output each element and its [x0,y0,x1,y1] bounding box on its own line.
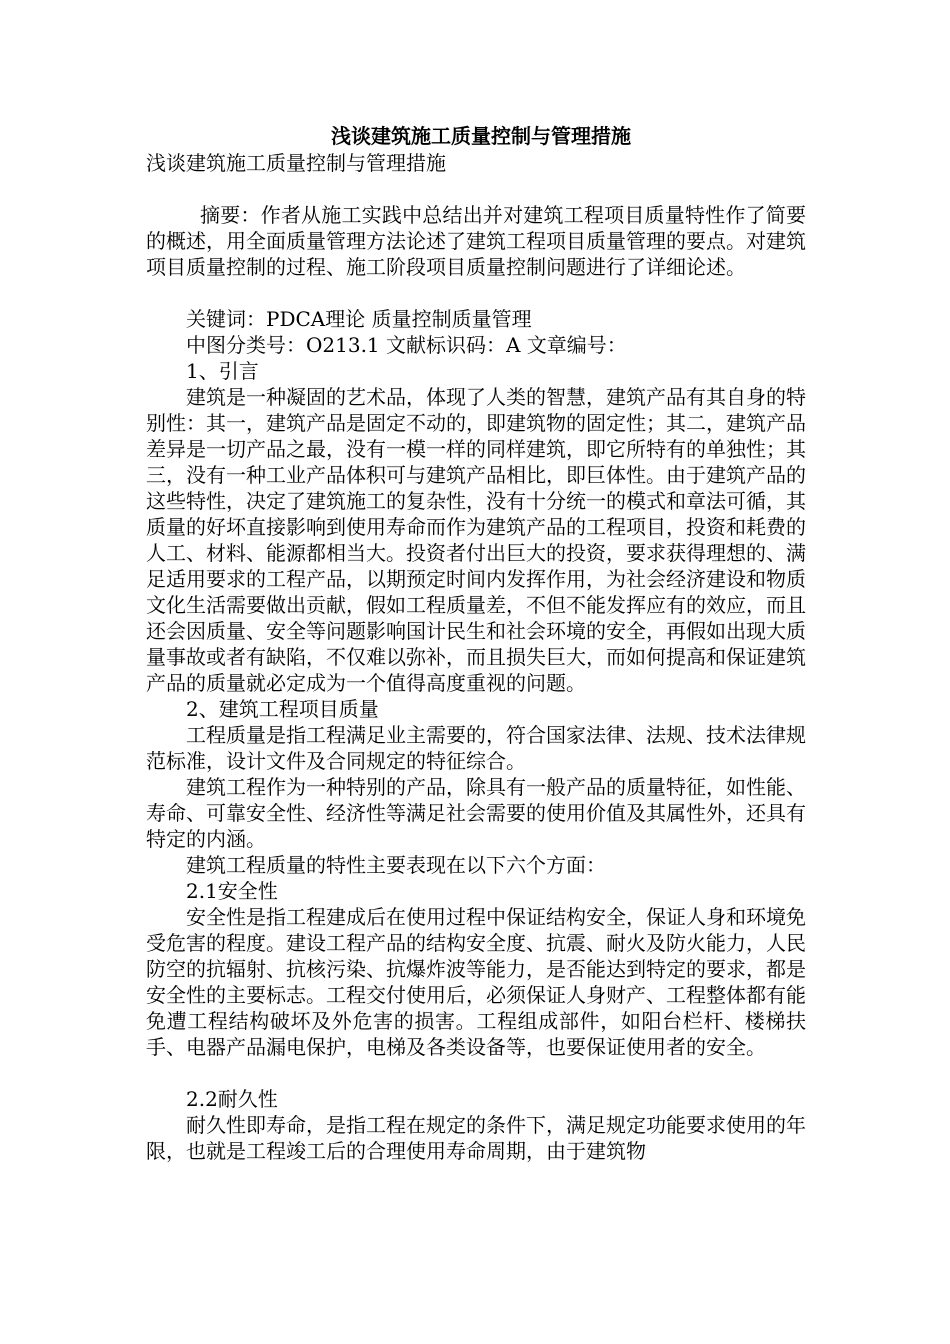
body-paragraph: 建筑是一种凝固的艺术品，体现了人类的智慧，建筑产品有其自身的特别性：其一，建筑产品是固定不动的，即建筑物的固定性；其二，建筑产品差异是一切产品之最，没有一模一样的同样建筑，即它所特有的单独性；其三，没有一种工业产品体积可与建筑产品相比，即巨体性。由于建筑产品的这些特性，决定了建筑施工的复杂性，没有十分统一的模式和章法可循，其质量的好坏直接影响到使用寿命而作为建筑产品的工程项目，投资和耗费的人工、材料、能源都相当大。投资者付出巨大的投资，要求获得理想的、满足适用要求的工程产品，以期预定时间内发挥作用，为社会经济建设和物质文化生活需要做出贡献，假如工程质量差，不但不能发挥应有的效应，而且还会因质量、安全等问题影响国计民生和社会环境的安全，再假如出现大质量事故或者有缺陷，不仅难以弥补，而且损失巨大，而如何提高和保证建筑产品的质量就必定成为一个值得高度重视的问题。 [146,385,806,695]
body-paragraph: 建筑工程作为一种特别的产品，除具有一般产品的质量特征，如性能、寿命、可靠安全性、经济性等满足社会需要的使用价值及其属性外，还具有特定的内涵。 [146,775,806,851]
document-subtitle: 浅谈建筑施工质量控制与管理措施 [146,151,446,175]
classification-line: 中图分类号：O213.1 文献标识码：A 文章编号： [186,333,627,357]
body-paragraph: 耐久性即寿命，是指工程在规定的条件下，满足规定功能要求使用的年限，也就是工程竣工后的合理使用寿命周期，由于建筑物 [146,1113,806,1163]
document-title: 浅谈建筑施工质量控制与管理措施 [331,124,631,148]
body-paragraph: 工程质量是指工程满足业主需要的，符合国家法律、法规、技术法律规范标准，设计文件及合同规定的特征综合。 [146,723,806,773]
document-body [146,122,806,1164]
section-heading: 2、建筑工程项目质量 [186,697,379,721]
keywords-line: 关键词：PDCA理论 质量控制质量管理 [186,307,532,331]
body-paragraph: 建筑工程质量的特性主要表现在以下六个方面： [186,853,606,877]
blank-line [146,176,806,202]
subsection-heading: 2.2耐久性 [186,1087,278,1111]
section-heading: 1、引言 [186,359,259,383]
blank-line [146,1060,806,1086]
body-paragraph: 安全性是指工程建成后在使用过程中保证结构安全，保证人身和环境免受危害的程度。建设工程产品的结构安全度、抗震、耐火及防火能力，人民防空的抗辐射、抗核污染、抗爆炸波等能力，是否能达到特定的要求，都是安全性的主要标志。工程交付使用后，必须保证人身财产、工程整体都有能免遭工程结构破坏及外危害的损害。工程组成部件，如阳台栏杆、楼梯扶手、电器产品漏电保护，电梯及各类设备等，也要保证使用者的安全。 [146,905,806,1059]
blank-line [146,280,806,306]
abstract-paragraph: 摘要：作者从施工实践中总结出并对建筑工程项目质量特性作了简要的概述，用全面质量管理方法论述了建筑工程项目质量管理的要点。对建筑项目质量控制的过程、施工阶段项目质量控制问题进行了详细论述。 [146,203,806,279]
subsection-heading: 2.1安全性 [186,879,278,903]
